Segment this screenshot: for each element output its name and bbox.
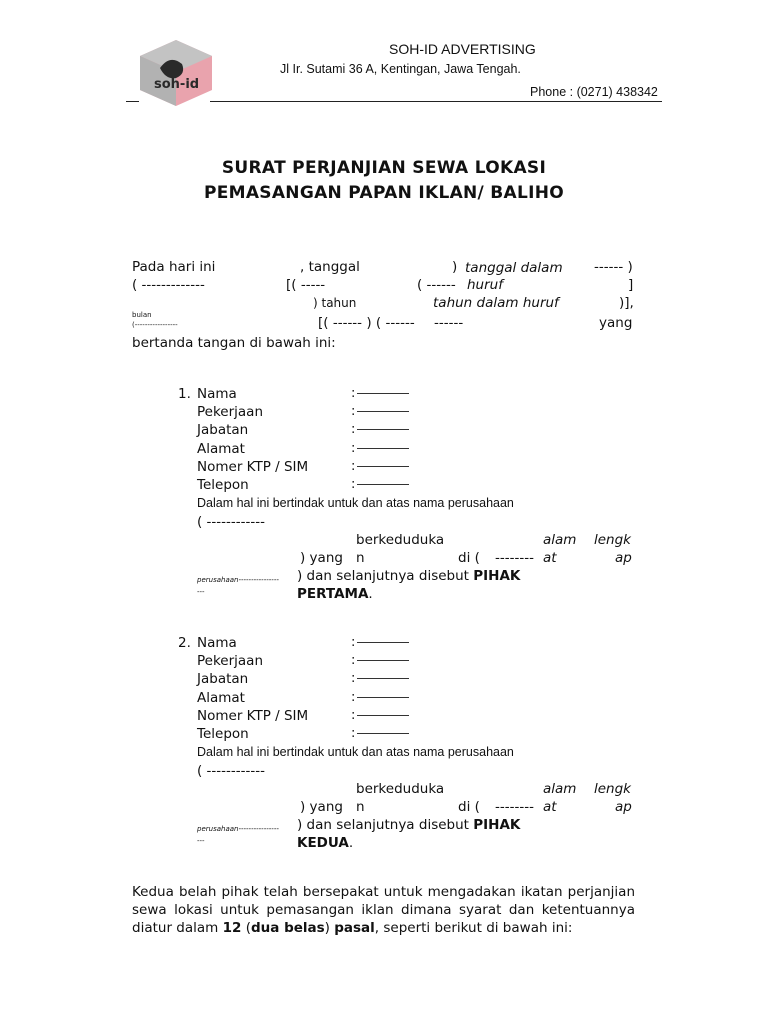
colon-text: :	[351, 440, 356, 456]
closing-number-words: dua belas	[250, 920, 325, 936]
colon-text: :	[351, 689, 356, 705]
field-label: Jabatan	[197, 671, 249, 688]
opening-text: [( -----	[286, 277, 326, 293]
field-colon	[351, 690, 409, 705]
opening-text: tanggal dalam	[465, 260, 563, 276]
opening-text: bulan	[132, 311, 152, 319]
blank-open: ( ------------	[197, 514, 266, 530]
address-text: lengk	[594, 781, 631, 797]
party-name: PIHAK	[473, 817, 521, 833]
closing-number: 12	[222, 920, 242, 936]
domicile-text: berkeduduka	[356, 781, 445, 797]
field-colon	[351, 726, 409, 741]
closing-paragraph	[132, 883, 635, 937]
party-name: PIHAK	[473, 568, 521, 584]
logo-text: soh-id	[154, 77, 200, 92]
address-text: at	[543, 799, 557, 815]
blank-line	[357, 429, 409, 430]
domicile-text: --------	[495, 550, 534, 566]
domicile-text: di (	[458, 799, 480, 815]
party-number: 2.	[178, 635, 191, 651]
party-name: KEDUA	[297, 835, 349, 851]
domicile-text: ) yang	[300, 550, 343, 566]
opening-text: Pada hari ini	[132, 259, 216, 275]
header-rule	[210, 101, 662, 102]
field-colon	[351, 441, 409, 456]
domicile-text: berkeduduka	[356, 532, 445, 548]
opening-text: ( -------------	[132, 277, 205, 293]
field-colon	[351, 671, 409, 686]
field-colon	[351, 459, 409, 474]
blank-line	[357, 660, 409, 661]
party-name-line	[297, 835, 353, 851]
domicile-text: di (	[458, 550, 480, 566]
field-label: Nomer KTP / SIM	[197, 707, 309, 724]
colon-text: :	[351, 386, 356, 401]
field-label: Jabatan	[197, 422, 249, 439]
field-label: Telepon	[197, 726, 249, 742]
colon-text: :	[351, 707, 356, 723]
address-text: ap	[615, 799, 632, 815]
field-label: Nomer KTP / SIM	[197, 458, 309, 475]
blank-line	[357, 466, 409, 467]
domicile-text: n	[356, 799, 365, 815]
field-colon	[351, 708, 409, 723]
referred-as-text	[297, 568, 520, 584]
closing-text: Kedua belah pihak telah bersepakat untuk mengadakan ikatan perjanjian sewa lokasi untuk pemasangan iklan dimana syarat dan ketentuannya diatur dalam	[132, 884, 635, 936]
company-name: SOH-ID ADVERTISING	[389, 41, 536, 57]
company-blank: ---	[197, 837, 205, 845]
opening-text: yang	[599, 315, 633, 331]
colon-text: :	[351, 422, 356, 438]
field-colon	[351, 477, 409, 492]
colon-text: :	[351, 671, 356, 687]
document-title-line-1: SURAT PERJANJIAN SEWA LOKASI	[221, 158, 547, 178]
colon-text: :	[351, 653, 356, 669]
blank-line	[357, 642, 409, 643]
party-name: PERTAMA	[297, 586, 369, 602]
domicile-text: n	[356, 550, 365, 566]
company-blank: perusahaan----------------	[197, 825, 279, 833]
period: .	[348, 835, 354, 851]
header-rule-left	[126, 101, 139, 102]
domicile-text: --------	[495, 799, 534, 815]
field-label: Alamat	[197, 440, 245, 457]
opening-text: huruf	[467, 277, 503, 293]
logo-graphic	[138, 38, 214, 108]
colon-text: :	[351, 458, 356, 474]
company-logo	[138, 38, 214, 108]
opening-text: , tanggal	[300, 259, 360, 275]
field-label: Telepon	[197, 477, 249, 493]
field-colon	[351, 653, 409, 668]
opening-text: bertanda tangan di bawah ini:	[132, 335, 336, 351]
opening-text: tahun dalam huruf	[433, 295, 559, 311]
document-title-line-2: PEMASANGAN PAPAN IKLAN/ BALIHO	[203, 183, 565, 203]
closing-text: (	[245, 920, 251, 936]
address-text: lengk	[594, 532, 631, 548]
closing-pasal: pasal	[334, 920, 375, 936]
address-text: at	[543, 550, 557, 566]
field-colon	[351, 386, 409, 401]
company-blank: ---	[197, 588, 205, 596]
closing-text: , seperti berikut di bawah ini:	[374, 920, 573, 936]
blank-line	[357, 393, 409, 394]
domicile-text: ) yang	[300, 799, 343, 815]
colon-text: :	[351, 404, 356, 420]
address-text: ap	[615, 550, 632, 566]
acting-on-behalf-text: Dalam hal ini bertindak untuk dan atas nama perusahaan	[197, 745, 514, 759]
address-text: alam	[543, 532, 577, 548]
field-label: Pekerjaan	[197, 653, 264, 670]
opening-text: ( ------	[417, 277, 456, 293]
blank-line	[357, 484, 409, 485]
party-name-line	[297, 586, 373, 602]
blank-line	[357, 411, 409, 412]
blank-line	[357, 715, 409, 716]
address-text: alam	[543, 781, 577, 797]
company-address: Jl Ir. Sutami 36 A, Kentingan, Jawa Tengah.	[280, 62, 521, 76]
colon-text: :	[351, 726, 356, 741]
blank-line	[357, 448, 409, 449]
field-label: Pekerjaan	[197, 404, 264, 421]
company-phone: Phone : (0271) 438342	[530, 85, 658, 99]
company-blank: perusahaan----------------	[197, 576, 279, 584]
party-number: 1.	[178, 386, 191, 402]
field-label: Nama	[197, 635, 237, 651]
opening-text: ------ )	[594, 259, 633, 275]
referred-as-text	[297, 817, 520, 833]
closing-text: )	[324, 920, 330, 936]
opening-text: [( ------ ) ( ------	[318, 315, 415, 331]
colon-text: :	[351, 477, 356, 492]
blank-open: ( ------------	[197, 763, 266, 779]
blank-line	[357, 733, 409, 734]
opening-text: ) tahun	[313, 296, 357, 310]
opening-text: ]	[628, 277, 634, 293]
acting-on-behalf-text: Dalam hal ini bertindak untuk dan atas nama perusahaan	[197, 496, 514, 510]
field-colon	[351, 422, 409, 437]
opening-text: ------	[434, 315, 464, 331]
opening-text: (-----------------	[132, 321, 178, 329]
field-colon	[351, 635, 409, 650]
blank-line	[357, 678, 409, 679]
referred-text: ) dan selanjutnya disebut	[297, 817, 469, 833]
opening-text: )],	[619, 295, 634, 311]
opening-text: )	[452, 259, 458, 275]
colon-text: :	[351, 635, 356, 650]
period: .	[368, 586, 373, 602]
referred-text: ) dan selanjutnya disebut	[297, 568, 469, 584]
field-label: Nama	[197, 386, 237, 402]
field-label: Alamat	[197, 689, 245, 706]
field-colon	[351, 404, 409, 419]
blank-line	[357, 697, 409, 698]
